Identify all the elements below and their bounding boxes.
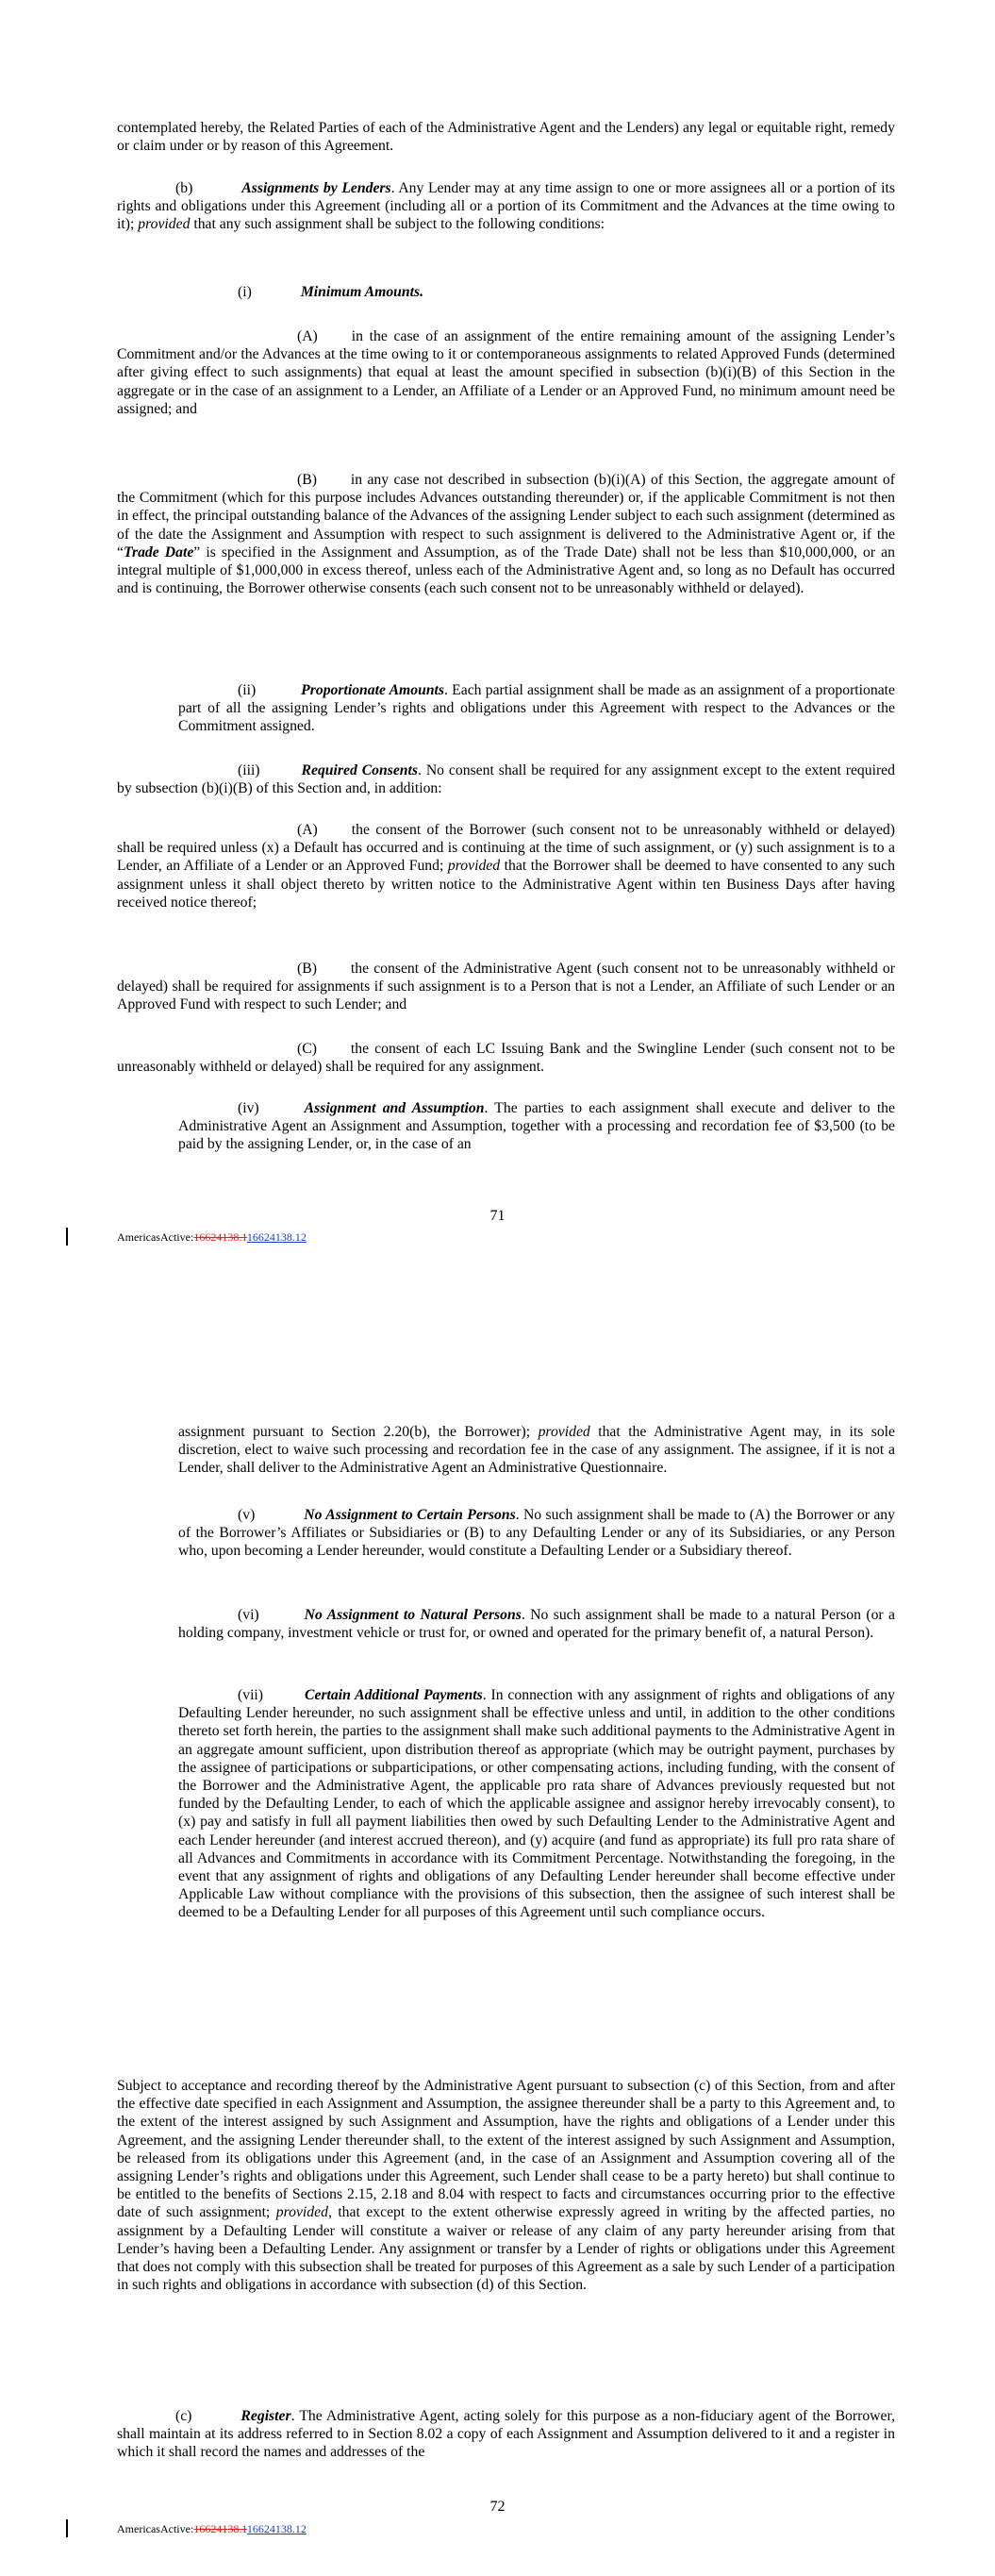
document-footer: AmericasActive:16624138.116624138.12 (117, 2522, 307, 2535)
subsection-vii-title: Certain Additional Payments (305, 1687, 483, 1703)
subsection-ii-title: Proportionate Amounts (301, 682, 445, 698)
section-b-label: (b) (175, 180, 193, 196)
clause-iii-A: (A) the consent of the Borrower (such consent not to be unreasonably withheld or delayed) shall be required unless (x) a Default has occurred and is continuing at the time of such assignment, or (y) such assignment is to a Lender, an Affiliate of a Lender or an Approved Fund; provided that the Borrower shall be deemed to have consented to any such assignment unless it shall object thereto by written notice to the Administrative Agent within ten Business Days after having received notice thereof; (117, 822, 895, 911)
section-c-paragraph: (c) Register. The Administrative Agent, acting solely for this purpose as a non-fiduciary agent of the Borrower, shall maintain at its address referred to in Section 8.02 a copy of each Assignment and Assumption delivered to it and a register in which it shall record the names and addresses of the (117, 2408, 895, 2461)
page-72 (0, 1255, 995, 2576)
section-b-paragraph: (b) Assignments by Lenders. Any Lender may at any time assign to one or more assignees all or a portion of its rights and obligations under this Agreement (including all or a portion of its Commitment and the Advances at the time owing to it); provided that any such assignment shall be subject to the following conditions: (117, 180, 895, 233)
subsection-vi: (vi) No Assignment to Natural Persons. No such assignment shall be made to a natural Person (or a holding company, investment vehicle or trust for, or owned and operated for the primary benefit of, a natural Person). (178, 1607, 895, 1642)
subsection-iii: (iii) Required Consents. No consent shall be required for any assignment except to the extent required by subsection (b)(i)(B) of this Section and, in addition: (117, 762, 895, 797)
section-c-title: Register (240, 2408, 291, 2424)
clause-iii-B: (B) the consent of the Administrative Agent (such consent not to be unreasonably withheld or delayed) shall be required for assignments if such assignment is to a Person that is not a Lender, an Affiliate of such Lender or an Approved Fund with respect to such Lender; and (117, 961, 895, 1013)
change-bar (66, 1228, 68, 1246)
page-number: 71 (489, 1208, 506, 1224)
page-71 (0, 0, 995, 1255)
subsection-iv: (iv) Assignment and Assumption. The parties to each assignment shall execute and deliver to the Administrative Agent an Assignment and Assumption, together with a processing and recordation fee of $3,500 (to be paid by the assigning Lender, or, in the case of an (178, 1100, 895, 1153)
subsection-iii-title: Required Consents (301, 762, 418, 778)
subsection-vi-title: No Assignment to Natural Persons (304, 1607, 522, 1623)
footer-inserted-version: 16624138.12 (246, 1230, 307, 1244)
subsection-i-title: Minimum Amounts (300, 284, 421, 300)
section-c-label: (c) (175, 2408, 192, 2424)
clause-i-B: (B) in any case not described in subsection (b)(i)(A) of this Section, the aggregate amount of the Commitment (which for this purpose includes Advances outstanding thereunder) or, if the applicable Commitment is not then in effect, the principal outstanding balance of the Advances of the assigning Lender subject to each such assignment (determined as of the date the Assignment and Assumption with respect to such assignment is delivered to the Administrative Agent or, if the “Trade Date” is specified in the Assignment and Assumption, as of the Trade Date) shall not be less than $10,000,000, or an integral multiple of $1,000,000 in excess thereof, unless each of the Administrative Agent and, so long as no Default has occurred and is continuing, the Borrower otherwise consents (each such consent not to be unreasonably withheld or delayed). (117, 472, 895, 597)
footer-deleted-version: 16624138.1 (193, 1230, 247, 1244)
paragraph-continuation: contemplated hereby, the Related Parties of each of the Administrative Agent and the Lenders) any legal or equitable right, remedy or claim under or by reason of this Agreement. (117, 120, 895, 155)
subsection-v-title: No Assignment to Certain Persons (304, 1507, 516, 1523)
footer-deleted-version: 16624138.1 (193, 2522, 247, 2535)
subsection-i-heading: (i) Minimum Amounts. (238, 284, 424, 300)
clause-iii-C: (C) the consent of each LC Issuing Bank and the Swingline Lender (such consent not to be unreasonably withheld or delayed) shall be required for any assignment. (117, 1041, 895, 1076)
footer-inserted-version: 16624138.12 (246, 2522, 307, 2535)
subject-to-acceptance-paragraph: Subject to acceptance and recording thereof by the Administrative Agent pursuant to subsection (c) of this Section, from and after the effective date specified in each Assignment and Assumption, the assignee thereunder shall be a party to this Agreement and, to the extent of the interest assigned by such Assignment and Assumption, have the rights and obligations of a Lender under this Agreement, and the assigning Lender thereunder shall, to the extent of the interest assigned by such Assignment and Assumption, be released from its obligations under this Agreement (and, in the case of an Assignment and Assumption covering all of the assigning Lender’s rights and obligations under this Agreement, such Lender shall cease to be a party hereto) but shall continue to be entitled to the benefits of Sections 2.15, 2.18 and 8.04 with respect to facts and circumstances occurring prior to the effective date of such assignment; provided, that except to the extent otherwise expressly agreed in writing by the affected parties, no assignment by a Defaulting Lender will constitute a waiver or release of any claim of any party hereunder arising from that Lender’s having been a Defaulting Lender. Any assignment or transfer by a Lender of rights or obligations under this Agreement that does not comply with this subsection shall be treated for purposes of this Agreement as a sale by such Lender of a participation in such rights and obligations in accordance with subsection (d) of this Section. (117, 2078, 895, 2294)
subsection-iv-title: Assignment and Assumption (304, 1100, 485, 1116)
subsection-ii: (ii) Proportionate Amounts. Each partial assignment shall be made as an assignment of a proportionate part of all the assigning Lender’s rights and obligations under this Agreement with respect to the Advances or the Commitment assigned. (178, 682, 895, 735)
page-number: 72 (489, 2499, 506, 2515)
subsection-iv-continued: assignment pursuant to Section 2.20(b), the Borrower); provided that the Administrative Agent may, in its sole discretion, elect to waive such processing and recordation fee in the case of any assignment. The assignee, if it is not a Lender, shall deliver to the Administrative Agent an Administrative Questionnaire. (178, 1424, 895, 1477)
document-footer: AmericasActive:16624138.116624138.12 (117, 1230, 307, 1244)
clause-i-A: (A) in the case of an assignment of the entire remaining amount of the assigning Lender’s Commitment and/or the Advances at the time owing to it or contemporaneous assignments to related Approved Funds (determined after giving effect to such assignments) that equal at least the amount specified in subsection (b)(i)(B) of this Section in the aggregate or in the case of an assignment to a Lender, an Affiliate of a Lender or an Approved Fund, no minimum amount need be assigned; and (117, 328, 895, 417)
change-bar (66, 2519, 68, 2537)
subsection-vii: (vii) Certain Additional Payments. In connection with any assignment of rights and obligations of any Defaulting Lender hereunder, no such assignment shall be effective unless and until, in addition to the other conditions thereto set forth herein, the parties to the assignment shall make such additional payments to the Administrative Agent in an aggregate amount sufficient, upon distribution thereof as appropriate (which may be outright payment, purchases by the assignee of participations or subparticipations, or other compensating actions, including funding, with the consent of the Borrower and the Administrative Agent, the applicable pro rata share of Advances previously requested but not funded by the Defaulting Lender, to each of which the applicable assignee and assignor hereby irrevocably consent), to (x) pay and satisfy in full all payment liabilities then owed by such Defaulting Lender to the Administrative Agent and each Lender hereunder (and interest accrued thereon), and (y) acquire (and fund as appropriate) its full pro rata share of all Advances and Commitments in accordance with its Commitment Percentage. Notwithstanding the foregoing, in the event that any assignment of rights and obligations of any Defaulting Lender hereunder shall become effective under Applicable Law without compliance with the provisions of this subsection, then the assignee of such interest shall be deemed to be a Defaulting Lender for all purposes of this Agreement until such compliance occurs. (178, 1687, 895, 1921)
section-b-title: Assignments by Lenders (241, 180, 391, 196)
subsection-v: (v) No Assignment to Certain Persons. No such assignment shall be made to (A) the Borrower or any of the Borrower’s Affiliates or Subsidiaries or (B) to any Defaulting Lender or any of its Subsidiaries, or any Person who, upon becoming a Lender hereunder, would constitute a Defaulting Lender or a Subsidiary thereof. (178, 1507, 895, 1560)
